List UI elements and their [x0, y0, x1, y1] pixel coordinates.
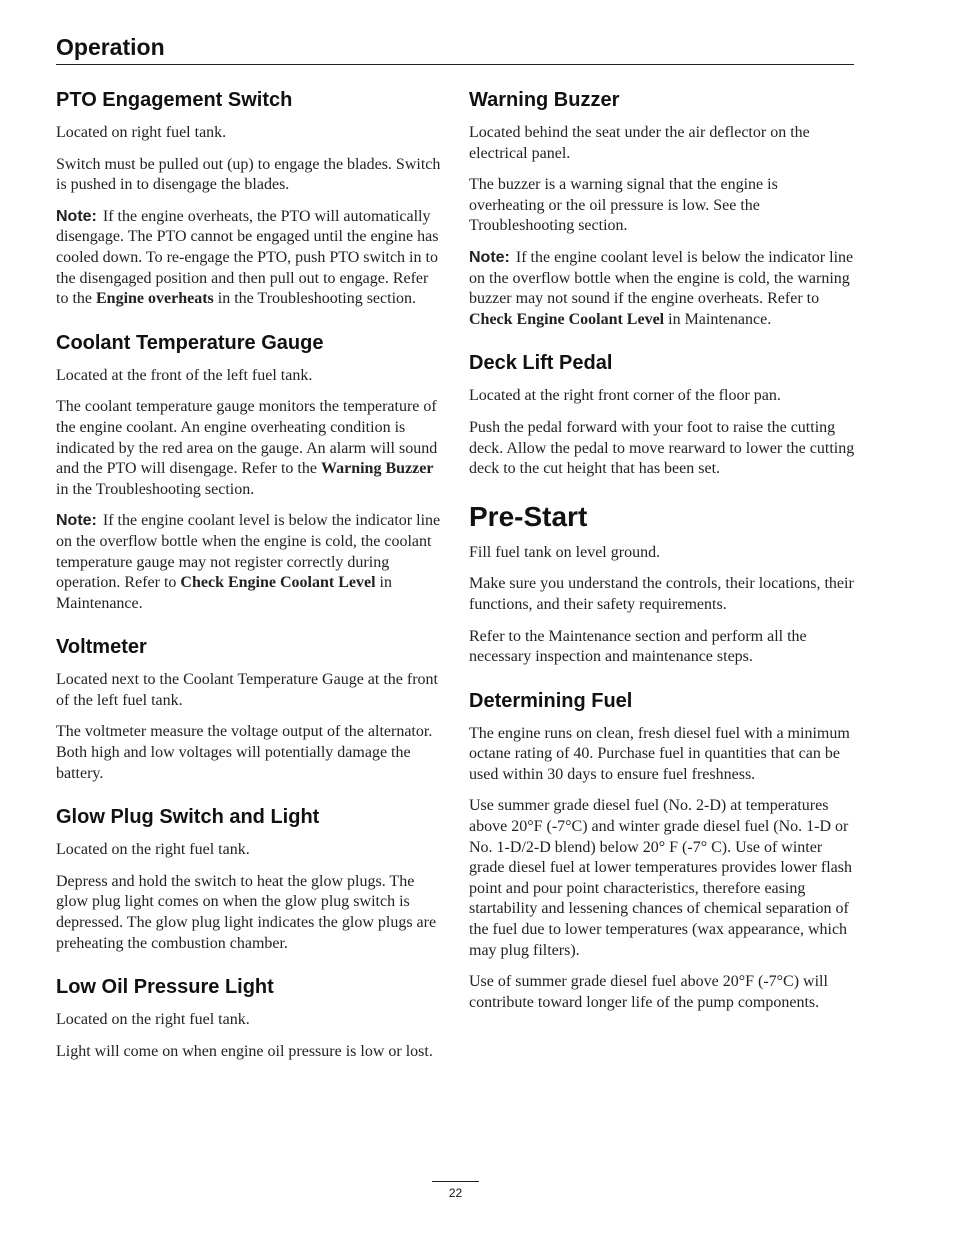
page-header-title: Operation	[56, 34, 165, 60]
note-text: If the engine overheats, the PTO will automatically disengage. The PTO cannot be engaged until the engine has cooled down. To re-engage the PTO, push PTO switch in to the disengaged position and then pull out to engage. Refer to the	[56, 207, 439, 308]
reference-bold: Check Engine Coolant Level	[469, 310, 665, 328]
paragraph: Make sure you understand the controls, their locations, their functions, and their safety requirements.	[469, 575, 854, 613]
note-text: If the engine coolant level is below the indicator line on the overflow bottle when the engine is cold, the warning buzzer may not sound if the engine overheats. Refer to	[469, 248, 854, 308]
paragraph: The voltmeter measure the voltage output of the alternator. Both high and low voltages will potentially damage the battery.	[56, 723, 433, 782]
note-paragraph	[469, 248, 857, 330]
paragraph: Refer to the Maintenance section and perform all the necessary inspection and maintenance steps.	[469, 627, 807, 666]
section-low-oil-pressure-light	[56, 975, 444, 1062]
paragraph: Fill fuel tank on level ground.	[469, 543, 661, 561]
reference-bold: Engine overheats	[96, 290, 214, 308]
section-title: Warning Buzzer	[469, 89, 620, 111]
section-determining-fuel	[469, 689, 857, 1014]
note-label: Note:	[469, 248, 510, 266]
note-text-end: in Maintenance.	[56, 574, 392, 612]
paragraph: Switch must be pulled out (up) to engage the blades. Switch is pushed in to disengage the blades.	[56, 155, 441, 194]
section-title: Determining Fuel	[469, 689, 633, 712]
paragraph: Located behind the seat under the air deflector on the electrical panel.	[469, 124, 810, 162]
paragraph: Located on right fuel tank.	[56, 124, 227, 141]
page-header	[56, 33, 854, 65]
reference-bold: Check Engine Coolant Level	[180, 574, 376, 592]
page-number: 22	[448, 1186, 463, 1200]
paragraph: Located on the right fuel tank.	[56, 841, 250, 859]
note-text: If the engine coolant level is below the indicator line on the overflow bottle when the engine is cold, the coolant temperature gauge may not register correctly during operation. Refer to	[56, 512, 441, 592]
right-column	[469, 88, 857, 1034]
paragraph: Light will come on when engine oil pressure is low or lost.	[56, 1042, 433, 1060]
paragraph: Located on the right fuel tank.	[56, 1011, 250, 1029]
section-glow-plug-switch	[56, 805, 444, 954]
note-label: Note:	[56, 512, 97, 530]
paragraph: Depress and hold the switch to heat the glow plugs. The glow plug light comes on when the glow plug switch is depressed. The glow plug light indicates the glow plugs are preheating the combustion chamber.	[56, 872, 437, 952]
paragraph: Push the pedal forward with your foot to raise the cutting deck. Allow the pedal to move rearward to lower the cutting deck to the cut height that has been set.	[469, 418, 855, 478]
section-title: Deck Lift Pedal	[469, 352, 613, 375]
chapter-title: Pre-Start	[469, 500, 588, 532]
page-footer	[432, 1181, 479, 1204]
paragraph-text-end: in the Troubleshooting section.	[56, 480, 255, 498]
paragraph: Located next to the Coolant Temperature Gauge at the front of the left fuel tank.	[56, 671, 438, 709]
section-warning-buzzer	[469, 88, 857, 330]
note-label: Note:	[56, 207, 97, 225]
note-paragraph	[56, 207, 444, 310]
note-text-end: in Maintenance.	[664, 310, 772, 328]
section-pto-engagement-switch	[56, 88, 444, 310]
paragraph	[56, 397, 444, 500]
paragraph: Located at the right front corner of the floor pan.	[469, 387, 781, 405]
paragraph: Use summer grade diesel fuel (No. 2-D) at temperatures above 20°F (-7°C) and winter grade diesel fuel (No. 1-D or No. 1-D/2-D blend) below 20° F (-7° C). Use of winter grade diesel fuel at lower temperatures provides lower flash point and pour point characteristics, therefore easing startability and lessening chances of chemical separation of the fuel due to lower temperatures (wax appearance, which may plug filters).	[469, 797, 852, 959]
left-column	[56, 88, 444, 1083]
section-pre-start	[469, 501, 857, 668]
section-title: Glow Plug Switch and Light	[56, 806, 320, 829]
paragraph: The engine runs on clean, fresh diesel fuel with a minimum octane rating of 40. Purchase fuel in quantities that can be used within 30 days to ensure fuel freshness.	[469, 724, 850, 783]
section-coolant-temperature-gauge	[56, 331, 444, 615]
note-text-end: in the Troubleshooting section.	[213, 290, 417, 308]
paragraph: Located at the front of the left fuel tank.	[56, 366, 313, 384]
section-deck-lift-pedal	[469, 351, 857, 479]
section-title: Coolant Temperature Gauge	[56, 331, 324, 354]
paragraph: Use of summer grade diesel fuel above 20°F (-7°C) will contribute toward longer life of the pump components.	[469, 973, 828, 1011]
paragraph-text: The coolant temperature gauge monitors the temperature of the engine coolant. An engine overheating condition is indicated by the red area on the gauge. An alarm will sound and the PTO will disengage. Refer to the	[56, 398, 438, 478]
reference-bold: Warning Buzzer	[320, 460, 434, 478]
paragraph: The buzzer is a warning signal that the engine is overheating or the oil pressure is low. See the Troubleshooting section.	[469, 176, 778, 235]
section-title: Low Oil Pressure Light	[56, 976, 274, 999]
section-title: Voltmeter	[56, 636, 147, 659]
section-title: PTO Engagement Switch	[56, 89, 293, 111]
section-voltmeter	[56, 635, 444, 784]
note-paragraph	[56, 511, 444, 614]
